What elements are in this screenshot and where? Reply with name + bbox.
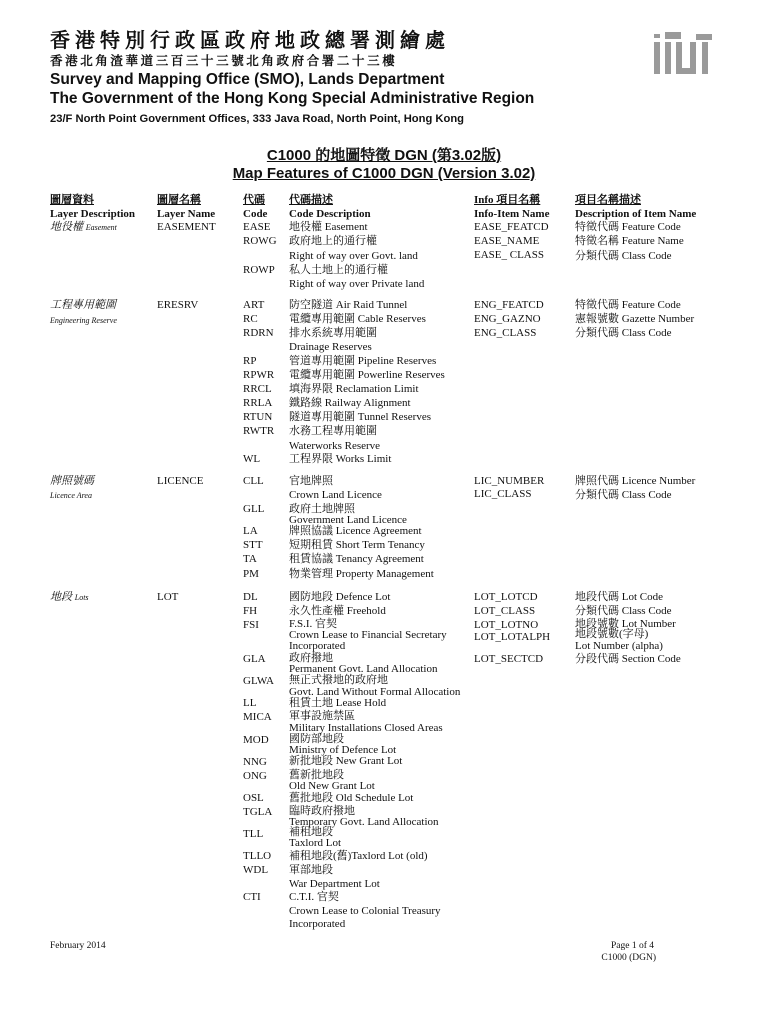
code: DL [243,591,258,603]
info-item-name: EASE_ CLASS [474,249,544,261]
code: RRLA [243,397,273,409]
code-description: Incorporated [289,640,346,652]
code-description: 水務工程專用範圍 [289,425,377,437]
office-title-chinese: 香港特別行政區政府地政總署測繪處 [50,28,450,52]
government-title-english: The Government of the Hong Kong Special Administrative Region [50,90,535,107]
code-description: 舊新批地段 [289,769,344,781]
code-description: Temporary Govt. Land Allocation [289,816,439,828]
code-description: 國防地段 Defence Lot [289,591,391,603]
layer-description-engineering-reserve: 工程專用範圍 Engineering Reserve [50,299,117,325]
code: GLA [243,653,266,665]
code: GLL [243,503,265,515]
code: EASE [243,221,271,233]
code-description: 補租地段 [289,826,333,838]
item-description: Lot Number (alpha) [575,640,663,652]
code: WDL [243,864,269,876]
code: OSL [243,792,264,804]
code-description: Crown Lease to Financial Secretary [289,629,447,641]
code: TLL [243,828,264,840]
code-description: Right of way over Govt. land [289,250,418,262]
code: RDRN [243,327,274,339]
code: ROWP [243,264,275,276]
item-description: 地段代碼 Lot Code [575,591,663,603]
footer-page-number: Page 1 of 4 [610,941,654,951]
item-description: 地段號數 Lot Number [575,618,676,630]
code: LL [243,697,257,709]
code-description: 牌照協議 Licence Agreement [289,525,422,537]
code: RP [243,355,257,367]
code: FSI [243,619,259,631]
info-item-name: ENG_CLASS [474,327,537,339]
layer-name-easement: EASEMENT [157,221,216,233]
code-description: 電纜專用範圍 Powerline Reserves [289,369,445,381]
info-item-name: EASE_FEATCD [474,221,549,233]
item-description: 牌照代碼 Licence Number [575,475,696,487]
code: LA [243,525,258,537]
code: WL [243,453,261,465]
office-address-english: 23/F North Point Government Offices, 333 Java Road, North Point, Hong Kong [50,113,464,125]
document-title-english: Map Features of C1000 DGN (Version 3.02) [232,165,536,182]
office-title-english: Survey and Mapping Office (SMO), Lands Department [50,71,445,88]
code-description: 國防部地段 [289,733,344,745]
layer-name-eresrv: ERESRV [157,299,199,311]
code-description: 填海界限 Reclamation Limit [289,383,419,395]
info-item-name: LIC_NUMBER [474,475,545,487]
code: RTUN [243,411,273,423]
code: ONG [243,770,267,782]
code-description: 軍部地段 [289,864,333,876]
code-description: Waterworks Reserve [289,440,381,452]
code: ROWG [243,235,277,247]
item-description: 分段代碼 Section Code [575,653,681,665]
column-header-code: 代碼 Code [243,194,268,220]
layer-name-lot: LOT [157,591,179,603]
info-item-name: LOT_LOTCD [474,591,538,603]
code-description: 物業管理 Property Management [289,568,434,580]
code-description: Drainage Reserves [289,341,372,353]
code-description: Military Installations Closed Areas [289,722,443,734]
info-item-name: LOT_SECTCD [474,653,544,665]
item-description: 憲報號數 Gazette Number [575,313,695,325]
code-description: 電纜專用範圍 Cable Reserves [289,313,426,325]
code: NNG [243,756,267,768]
code-description: 政府土地牌照 [289,503,355,515]
code-description: Govt. Land Without Formal Allocation [289,686,461,698]
info-item-name: LIC_CLASS [474,488,532,500]
code-description: 補租地段(舊)Taxlord Lot (old) [289,850,428,862]
code-description: 短期租賃 Short Term Tenancy [289,539,425,551]
code-description: Old New Grant Lot [289,780,375,792]
code: TLLO [243,850,272,862]
item-description: 特徵代碼 Feature Code [575,221,681,233]
code-description: 私人土地上的通行權 [289,264,388,276]
column-header-item-description: 項目名稱描述 Description of Item Name [575,194,697,220]
code: RPWR [243,369,275,381]
code: MICA [243,711,272,723]
code-description: 隧道專用範圍 Tunnel Reserves [289,411,431,423]
code-description: 無正式撥地的政府地 [289,674,388,686]
code-description: 舊批地段 Old Schedule Lot [289,792,414,804]
code-description: 永久性產權 Freehold [289,605,386,617]
item-description: 特徵名稱 Feature Name [575,235,684,247]
code: STT [243,539,263,551]
item-description: 分類代碼 Class Code [575,605,672,617]
code-description: 臨時政府撥地 [289,805,355,817]
code: RRCL [243,383,272,395]
info-item-name: EASE_NAME [474,235,540,247]
column-header-code-description: 代碼描述 Code Description [289,194,371,220]
info-item-name: LOT_CLASS [474,605,536,617]
code-description: 地役權 Easement [289,221,368,233]
code-description: C.T.I. 官契 [289,891,339,903]
code-description: 政府地上的通行權 [289,235,377,247]
code: ART [243,299,265,311]
code: FH [243,605,258,617]
item-description: 分類代碼 Class Code [575,327,672,339]
column-header-info-item-name: Info 項目名稱 Info-Item Name [474,194,550,220]
code-description: Permanent Govt. Land Allocation [289,663,438,675]
item-description: 特徵代碼 Feature Code [575,299,681,311]
code: TA [243,553,257,565]
code-description: Government Land Licence [289,514,407,526]
code: GLWA [243,675,274,687]
info-item-name: ENG_FEATCD [474,299,544,311]
code: CLL [243,475,264,487]
document-title-chinese: C1000 的地圖特徵 DGN (第3.02版) [266,147,502,164]
info-item-name: LOT_LOTALPH [474,631,551,643]
code-description: 工程界限 Works Limit [289,453,392,465]
code: PM [243,568,259,580]
office-address-chinese: 香港北角渣華道三百三十三號北角政府合署二十三樓 [50,53,398,68]
code-description: Ministry of Defence Lot [289,744,397,756]
column-header-layer-name: 圖層名稱 Layer Name [157,194,216,220]
code-description: Right of way over Private land [289,278,425,290]
code-description: War Department Lot [289,878,380,890]
code-description: 防空隧道 Air Raid Tunnel [289,299,408,311]
code-description: Taxlord Lot [289,837,342,849]
code-description: F.S.I. 官契 [289,618,338,630]
code-description: 新批地段 New Grant Lot [289,755,403,767]
code-description: 鐵路線 Railway Alignment [289,397,411,409]
layer-name-licence: LICENCE [157,475,204,487]
column-header-layer-description: 圖層資料 Layer Description [50,194,136,220]
item-description: 地段號數(字母) [575,628,649,640]
footer-date: February 2014 [50,941,106,951]
code-description: 排水系統專用範圍 [289,327,377,339]
code-description: 租賃土地 Lease Hold [289,697,387,709]
code-description: 租賃協議 Tenancy Agreement [289,553,424,565]
layer-description-easement: 地役權 Easement [50,221,117,233]
layer-description-lots: 地段 Lots [50,591,89,603]
code-description: Incorporated [289,918,346,930]
code-description: 官地牌照 [289,475,333,487]
code-description: 管道專用範圍 Pipeline Reserves [289,355,437,367]
code-description: 政府撥地 [289,652,333,664]
footer-doc-reference: C1000 (DGN) [601,953,656,963]
code: TGLA [243,806,273,818]
item-description: 分類代碼 Class Code [575,489,672,501]
code: MOD [243,734,269,746]
info-item-name: LOT_LOTNO [474,619,539,631]
item-description: 分類代碼 Class Code [575,250,672,262]
code-description: Crown Lease to Colonial Treasury [289,905,441,917]
code: RWTR [243,425,275,437]
code: RC [243,313,258,325]
layer-description-licence-area: 牌照號碼 Licence Area [50,475,94,500]
code-description: 軍事設施禁區 [289,710,355,722]
code-description: Crown Land Licence [289,489,382,501]
lands-department-logo [652,30,714,76]
info-item-name: ENG_GAZNO [474,313,541,325]
header [50,28,650,127]
code: CTI [243,891,261,903]
